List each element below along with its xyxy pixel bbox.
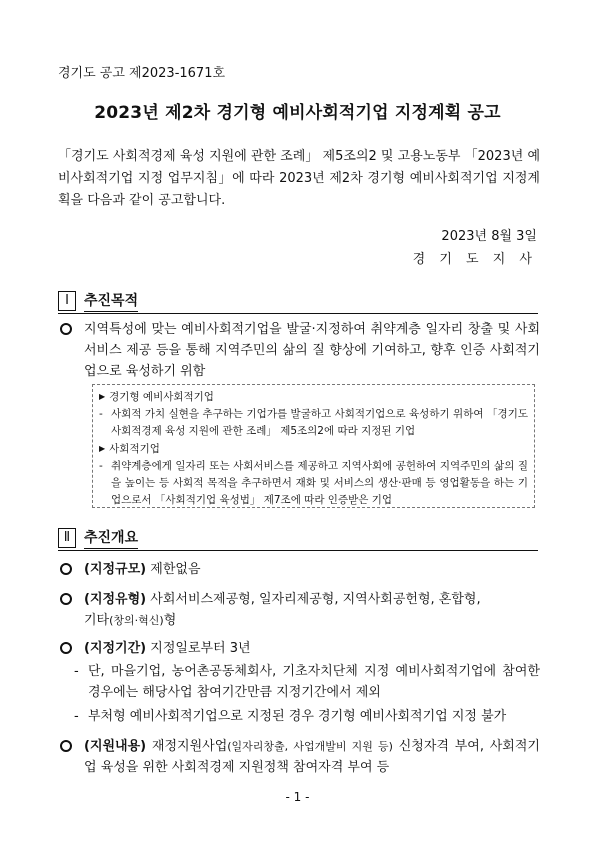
circle-bullet-icon: [60, 593, 72, 605]
definition-item-2-desc: - 취약계층에게 일자리 또는 사회서비스를 제공하고 지역사회에 공헌하여 지역주민의 삶의 질을 높이는 등 사회적 목적을 추구하면서 재화 및 서비스의 생산·판매 등 영업활동을 하는 기업으로서 「사회적기업 육성법」 제7조에 따라 인증받은 기업: [99, 460, 528, 506]
triangle-bullet-icon: ▶: [99, 444, 106, 453]
section-2-rule: [58, 550, 538, 551]
section-2-title: 추진개요: [84, 527, 138, 549]
scale-item: (지정규모) 제한없음: [60, 559, 540, 580]
triangle-bullet-icon: ▶: [99, 392, 106, 401]
section-1-title: 추진목적: [84, 290, 138, 312]
circle-bullet-icon: [60, 563, 72, 575]
period-sub-2: - 부처형 예비사회적기업으로 지정된 경우 경기형 예비사회적기업 지정 불가: [74, 709, 507, 724]
circle-bullet-icon: [60, 323, 72, 335]
definition-box: [92, 384, 535, 508]
support-item: (지원내용) 재정지원사업(일자리창출, 사업개발비 지원 등) 신청자격 부여, 사회적기업 육성을 위한 사회적경제 지원정책 참여자격 부여 등: [60, 736, 540, 778]
period-sub-1: - 단, 마을기업, 농어촌공동체회사, 기초자치단체 지정 예비사회적기업에 참여한 경우에는 해당사업 참여기간만큼 지정기간에서 제외: [74, 664, 540, 700]
page-number: - 1 -: [285, 790, 310, 804]
notice-number: 경기도 공고 제2023-1671호: [58, 66, 226, 81]
type-item: (지정유형) 사회서비스제공형, 일자리제공형, 지역사회공헌형, 혼합형, 기타(창의·혁신)형: [60, 589, 540, 631]
definition-item-1-desc: - 사회적 가치 실현을 추구하는 기업가를 발굴하고 사회적기업으로 육성하기 위하여 「경기도 사회적경제 육성 지원에 관한 조례」 제5조의2에 따라 지정된 기업: [99, 408, 528, 437]
section-1-heading: [58, 290, 138, 312]
section-1-rule: [58, 313, 538, 314]
period-item: (지정기간) 지정일로부터 3년: [60, 638, 540, 659]
section-2-number: Ⅱ: [58, 528, 76, 548]
section-1-bullet: [60, 319, 540, 382]
circle-bullet-icon: [60, 740, 72, 752]
section-2-heading: [58, 527, 138, 549]
circle-bullet-icon: [60, 642, 72, 654]
issuer: 경 기 도 지 사: [412, 252, 537, 267]
intro-paragraph: 「경기도 사회적경제 육성 지원에 관한 조례」 제5조의2 및 고용노동부 「2023년 예비사회적기업 지정 업무지침」에 따라 2023년 제2차 경기형 예비사회적기업 지정계획을 다음과 같이 공고합니다.: [58, 149, 540, 208]
section-1-bullet-text: 지역특성에 맞는 예비사회적기업을 발굴·지정하여 취약계층 일자리 창출 및 사회서비스 제공 등을 통해 지역주민의 삶의 질 향상에 기여하고, 향후 인증 사회적기업으로 육성하기 위함: [84, 322, 540, 379]
definition-item-2-title: ▶ 사회적기업: [99, 440, 528, 458]
section-1-number: Ⅰ: [58, 291, 76, 311]
definition-item-1-title: ▶ 경기형 예비사회적기업: [99, 388, 528, 406]
document-title: 2023년 제2차 경기형 예비사회적기업 지정계획 공고: [94, 103, 501, 123]
notice-date: 2023년 8월 3일: [441, 229, 537, 244]
